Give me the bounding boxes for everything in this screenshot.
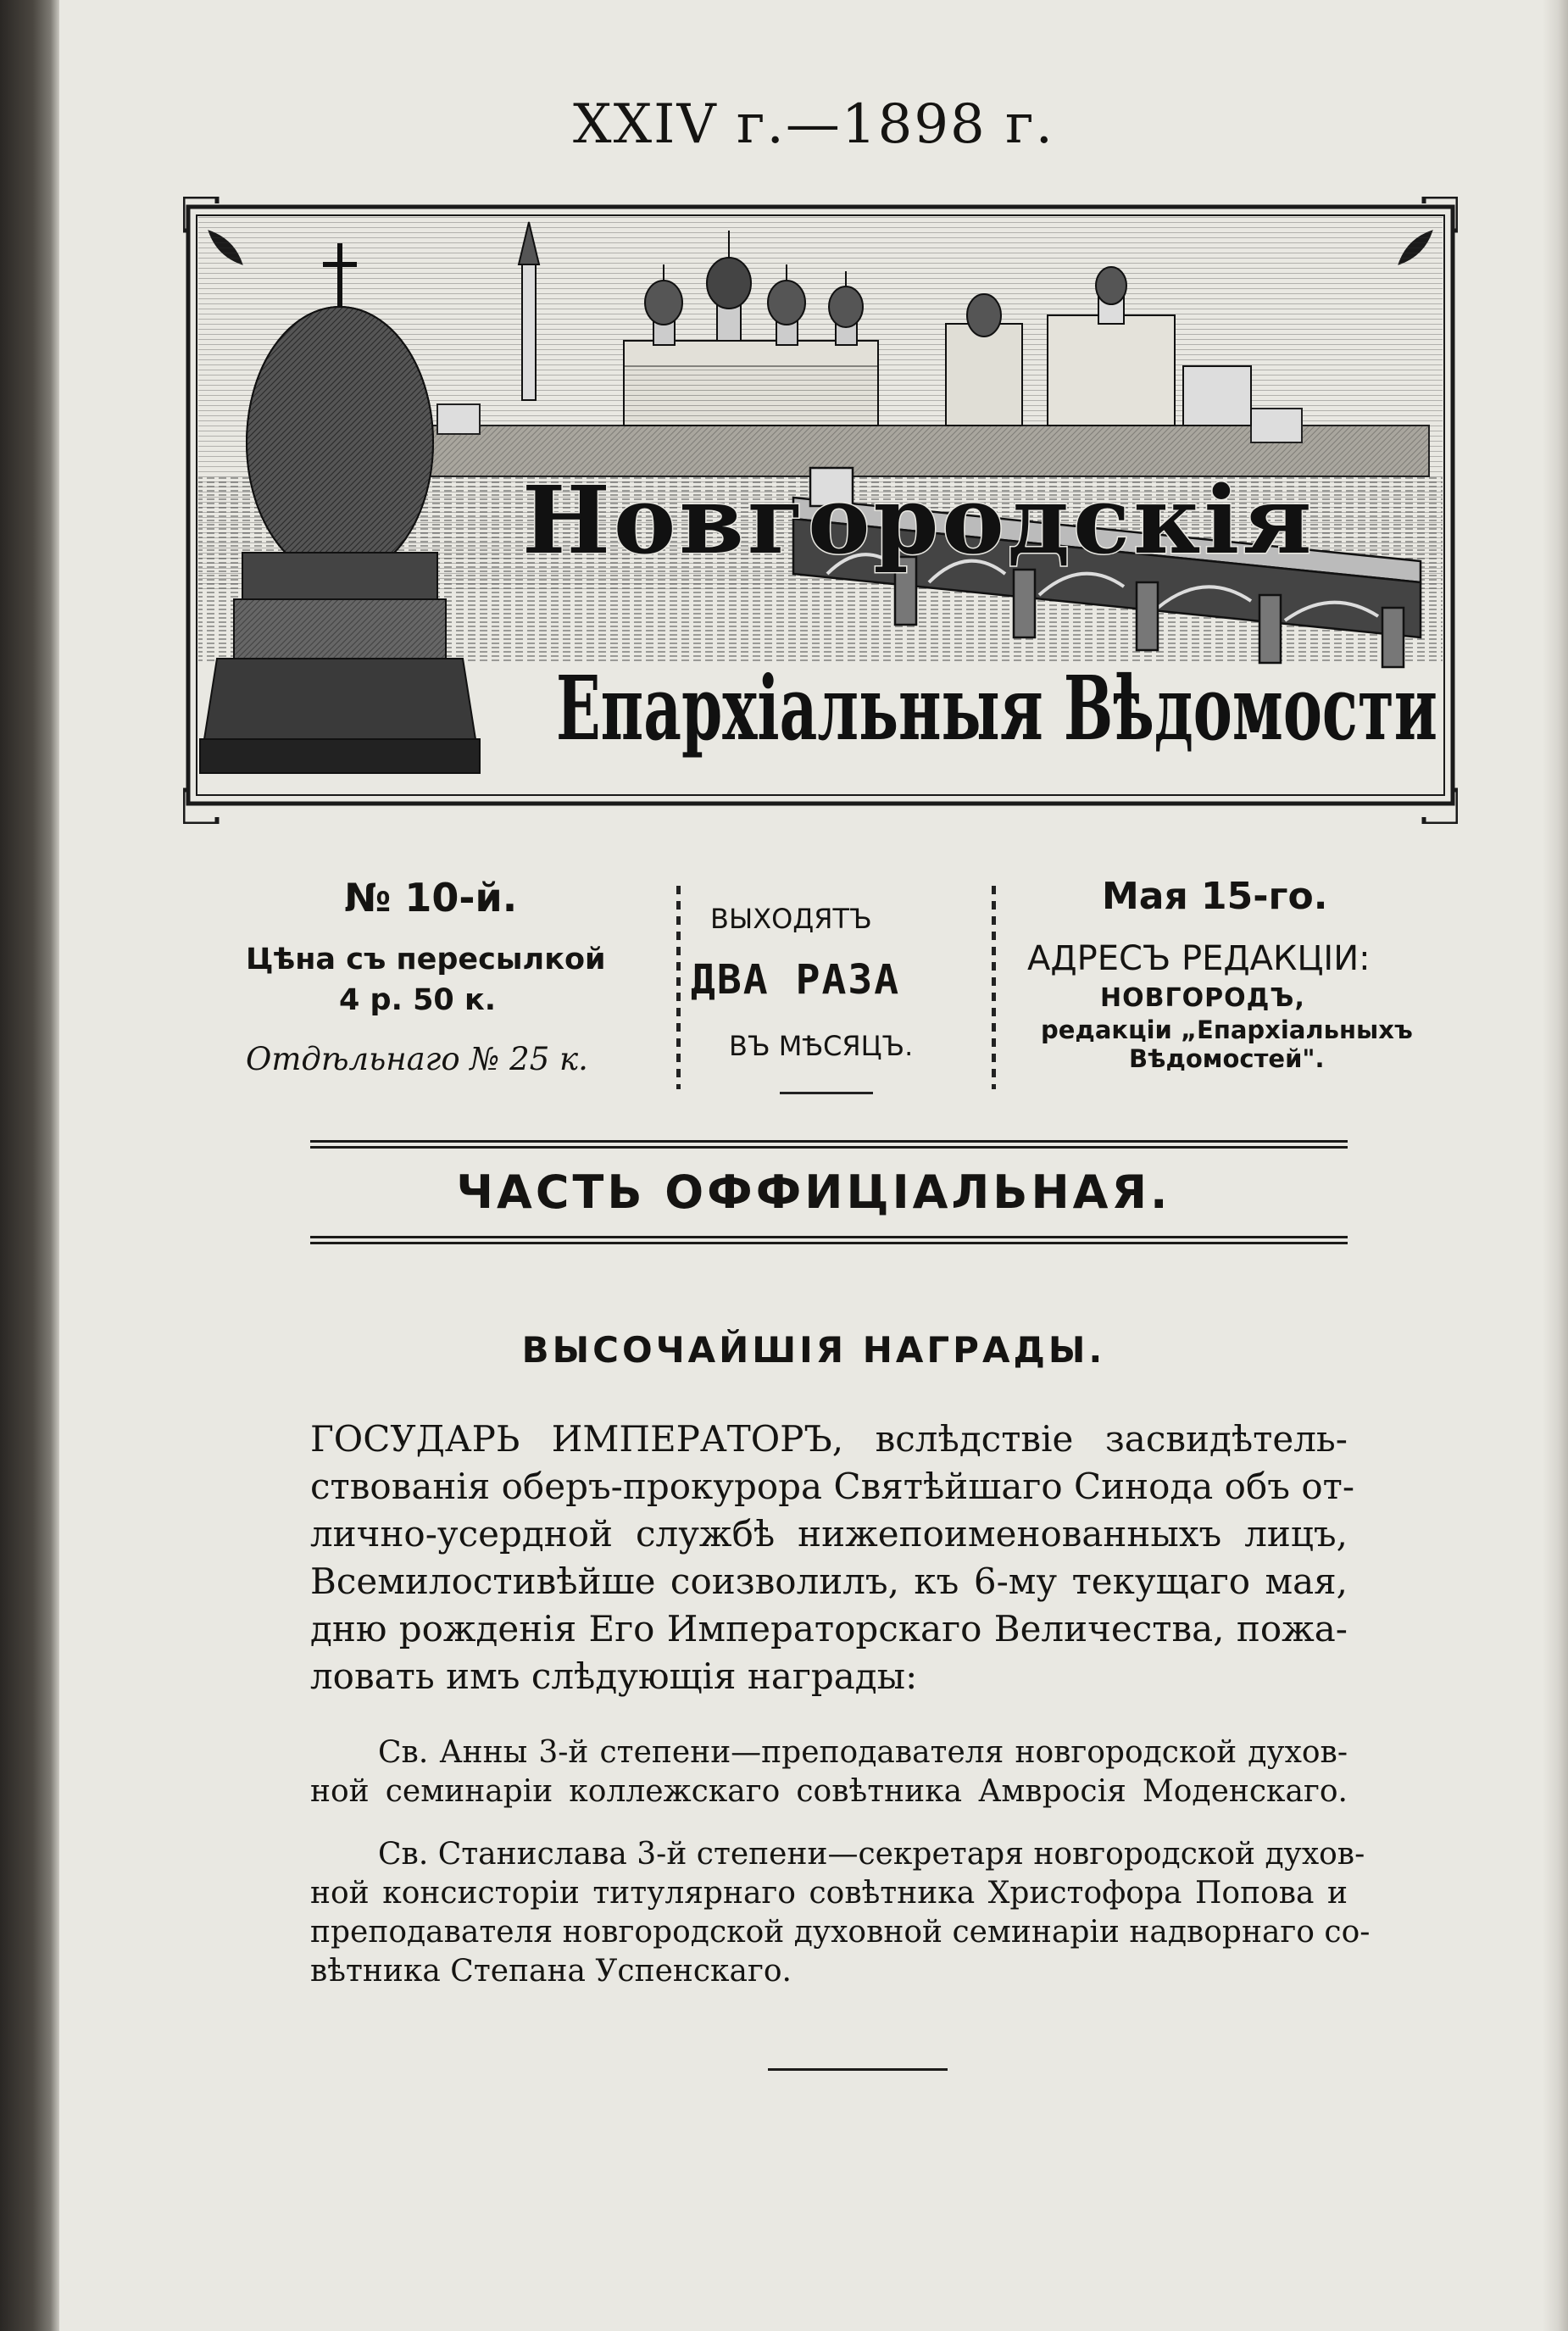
issue-date: Мая 15-го. <box>1102 875 1328 918</box>
ornament-divider-left <box>676 886 681 1089</box>
award-stanislaus-line: Св. Станислава 3-й степени—секретаря новгородской духов- <box>378 1837 1365 1872</box>
award-stanislaus-line: преподавателя новгородской духовной семинаріи надворнаго со- <box>310 1915 1371 1950</box>
frequency-underline <box>780 1092 873 1094</box>
rule-bottom-thin-2 <box>310 1242 1348 1244</box>
frequency-mid: ДВА РАЗА <box>691 956 901 1004</box>
address-line2: Вѣдомостей". <box>1129 1044 1325 1073</box>
rule-top-thin <box>310 1140 1348 1143</box>
intro-line: ГОСУДАРЬ ИМПЕРАТОРЪ, вслѣдствіе засвидѣтель- <box>310 1418 1348 1460</box>
price-label: Цѣна съ пересылкой <box>246 943 606 976</box>
award-stanislaus <box>310 1835 1371 1991</box>
frequency-top: ВЫХОДЯТЪ <box>710 903 872 935</box>
article-heading: ВЫСОЧАЙШІЯ НАГРАДЫ. <box>521 1329 1106 1371</box>
address-title: АДРЕСЪ РЕДАКЦІИ: <box>1027 939 1371 978</box>
rule-top-thin-2 <box>310 1146 1348 1149</box>
intro-line: ствованія оберъ-прокурора Святѣйшаго Синода объ от- <box>310 1466 1355 1507</box>
intro-line: дню рожденія Его Императорскаго Величества, пожа- <box>310 1608 1348 1650</box>
rule-bottom-thin <box>310 1236 1348 1238</box>
article-intro <box>310 1416 1355 1700</box>
document-page <box>59 0 1568 2331</box>
article-end-rule <box>768 2068 948 2071</box>
award-anna <box>310 1733 1348 1811</box>
masthead-title-line2: Епархіальныя Вѣдомости <box>556 656 1437 760</box>
intro-line: Всемилостивѣйше соизволилъ, къ 6-му текущаго мая, <box>310 1560 1348 1602</box>
address-city: НОВГОРОДЪ, <box>1100 983 1305 1013</box>
ornament-divider-right <box>992 886 996 1089</box>
issue-number: № 10-й. <box>344 875 518 921</box>
award-stanislaus-line: вѣтника Степана Успенскаго. <box>310 1954 792 1989</box>
address-line1: редакціи „Епархіальныхъ <box>1041 1015 1413 1044</box>
volume-year: XXIV г.—1898 г. <box>573 93 1054 156</box>
masthead-engraving <box>183 197 1458 824</box>
intro-line: лично-усердной службѣ нижепоименованныхъ лицъ, <box>310 1513 1348 1555</box>
intro-line: ловать имъ слѣдующія награды: <box>310 1655 918 1697</box>
frequency-bottom: ВЪ МѢСЯЦЪ. <box>729 1030 914 1062</box>
award-anna-line: ной семинаріи коллежскаго совѣтника Амвросія Моденскаго. <box>310 1774 1348 1809</box>
price-value: 4 р. 50 к. <box>339 983 497 1017</box>
single-copy-price: Отдѣльнаго № 25 к. <box>246 1041 588 1077</box>
book-spine-shadow <box>0 0 59 2331</box>
masthead-title-line1: Новгородскія <box>522 465 1315 575</box>
masthead-illustration <box>183 197 1458 824</box>
award-stanislaus-line: ной консисторіи титулярнаго совѣтника Христофора Попова и <box>310 1876 1348 1911</box>
award-anna-line: Св. Анны 3-й степени—преподавателя новгородской духов- <box>378 1735 1348 1770</box>
section-title: ЧАСТЬ ОФФИЦІАЛЬНАЯ. <box>456 1166 1171 1219</box>
